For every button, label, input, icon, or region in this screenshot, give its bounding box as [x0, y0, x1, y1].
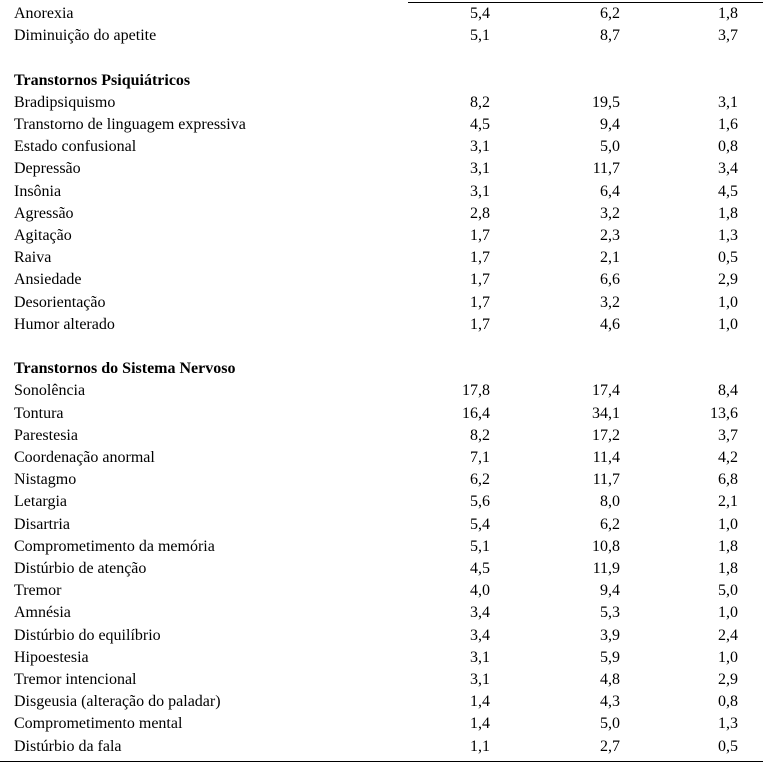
value-col-3: 1,0 — [718, 604, 738, 622]
row-label: Hipoestesia — [14, 648, 89, 666]
value-col-2: 2,3 — [600, 227, 620, 244]
value-col-2: 17,2 — [592, 426, 620, 444]
value-col-3: 1,8 — [718, 560, 738, 577]
value-col-1: 1,7 — [470, 315, 490, 333]
value-col-3: 0,5 — [718, 249, 738, 267]
table-row — [0, 514, 763, 536]
value-col-3: 0,5 — [718, 737, 738, 755]
value-col-3: 4,5 — [718, 182, 738, 200]
value-col-1: 3,4 — [470, 626, 490, 644]
value-col-2: 5,0 — [600, 138, 620, 156]
table-row — [0, 314, 763, 336]
table-row — [0, 225, 763, 247]
value-col-2: 5,3 — [600, 604, 620, 622]
value-col-2: 17,4 — [592, 382, 620, 400]
value-col-3: 1,6 — [718, 116, 738, 133]
value-col-2: 11,4 — [592, 449, 620, 466]
section-title: Transtornos do Sistema Nervoso — [14, 360, 236, 378]
value-col-2: 6,2 — [600, 5, 620, 22]
value-col-1: 5,4 — [470, 5, 490, 22]
value-col-1: 1,7 — [470, 293, 490, 311]
value-col-3: 1,3 — [718, 715, 738, 733]
value-col-3: 0,8 — [718, 693, 738, 711]
value-col-2: 9,4 — [600, 116, 620, 133]
value-col-1: 3,4 — [470, 604, 490, 622]
value-col-2: 2,7 — [600, 737, 620, 755]
value-col-1: 4,0 — [470, 582, 490, 600]
row-label: Estado confusional — [14, 138, 137, 156]
value-col-2: 6,2 — [600, 515, 620, 533]
value-col-1: 3,1 — [470, 160, 490, 178]
row-label: Transtorno de linguagem expressiva — [14, 116, 246, 133]
value-col-2: 6,6 — [600, 271, 620, 289]
value-col-2: 9,4 — [600, 582, 620, 600]
table-row — [0, 114, 763, 136]
row-label: Distúrbio da fala — [14, 737, 122, 755]
section-header-row — [0, 70, 763, 92]
row-label: Nistagmo — [14, 471, 77, 489]
value-col-3: 8,4 — [718, 382, 738, 400]
section-title: Transtornos Psiquiátricos — [14, 71, 191, 89]
table-row — [0, 580, 763, 602]
table-row — [0, 158, 763, 180]
table-row — [0, 602, 763, 624]
value-col-1: 1,7 — [470, 227, 490, 244]
table-row — [0, 447, 763, 469]
value-col-3: 13,6 — [710, 404, 738, 422]
row-label: Anorexia — [14, 5, 74, 22]
row-label: Amnésia — [14, 604, 71, 622]
value-col-1: 6,2 — [470, 471, 490, 489]
row-label: Distúrbio de atenção — [14, 560, 147, 577]
value-col-1: 3,1 — [470, 138, 490, 156]
table-row — [0, 403, 763, 425]
row-label: Sonolência — [14, 382, 86, 400]
table-row — [0, 736, 763, 758]
value-col-1: 5,6 — [470, 493, 490, 511]
value-col-2: 19,5 — [592, 93, 620, 111]
value-col-1: 1,1 — [470, 737, 490, 755]
value-col-2: 10,8 — [592, 537, 620, 555]
value-col-1: 3,1 — [470, 648, 490, 666]
row-label: Coordenação anormal — [14, 449, 155, 466]
table-row — [0, 558, 763, 580]
value-col-3: 1,8 — [718, 204, 738, 222]
table-row — [0, 469, 763, 491]
table-row — [0, 491, 763, 513]
value-col-3: 2,1 — [718, 493, 738, 511]
value-col-2: 11,7 — [592, 471, 620, 489]
value-col-2: 5,0 — [600, 715, 620, 733]
value-col-1: 1,4 — [470, 693, 490, 711]
value-col-2: 5,9 — [600, 648, 620, 666]
value-col-3: 1,0 — [718, 515, 738, 533]
value-col-2: 4,6 — [600, 315, 620, 333]
value-col-3: 3,4 — [718, 160, 738, 178]
value-col-1: 16,4 — [462, 404, 490, 422]
value-col-3: 4,2 — [718, 449, 738, 466]
row-label: Tontura — [14, 404, 64, 422]
table-row — [0, 92, 763, 114]
row-label: Comprometimento da memória — [14, 537, 215, 555]
value-col-1: 1,7 — [470, 249, 490, 267]
value-col-3: 1,8 — [718, 5, 738, 22]
table-row — [0, 625, 763, 647]
row-label: Agressão — [14, 204, 74, 222]
row-label: Comprometimento mental — [14, 715, 183, 733]
row-label: Ansiedade — [14, 271, 82, 289]
value-col-2: 11,9 — [592, 560, 620, 577]
value-col-2: 3,9 — [600, 626, 620, 644]
value-col-3: 3,7 — [718, 27, 738, 45]
row-label: Humor alterado — [14, 315, 115, 333]
value-col-3: 2,9 — [718, 271, 738, 289]
value-col-1: 7,1 — [470, 449, 490, 466]
table-row — [0, 425, 763, 447]
value-col-2: 4,3 — [600, 693, 620, 711]
value-col-1: 5,4 — [470, 515, 490, 533]
row-label: Agitação — [14, 227, 72, 244]
table-row — [0, 292, 763, 314]
value-col-3: 1,0 — [718, 648, 738, 666]
value-col-1: 1,7 — [470, 271, 490, 289]
value-col-1: 4,5 — [470, 116, 490, 133]
value-col-1: 1,4 — [470, 715, 490, 733]
value-col-1: 3,1 — [470, 182, 490, 200]
table-row — [0, 691, 763, 713]
row-label: Parestesia — [14, 426, 78, 444]
value-col-3: 1,8 — [718, 537, 738, 555]
table-row — [0, 136, 763, 158]
table-row — [0, 25, 763, 47]
value-col-3: 0,8 — [718, 138, 738, 156]
value-col-1: 8,2 — [470, 93, 490, 111]
value-col-3: 6,8 — [718, 471, 738, 489]
row-label: Insônia — [14, 182, 62, 200]
value-col-3: 1,3 — [718, 227, 738, 244]
value-col-3: 5,0 — [718, 582, 738, 600]
value-col-1: 3,1 — [470, 671, 490, 688]
table-row — [0, 536, 763, 558]
value-col-1: 5,1 — [470, 537, 490, 555]
value-col-3: 1,0 — [718, 315, 738, 333]
table-row — [0, 269, 763, 291]
table-row — [0, 647, 763, 669]
section-header-row — [0, 358, 763, 380]
row-label: Raiva — [14, 249, 52, 267]
table-row — [0, 380, 763, 402]
value-col-2: 8,7 — [600, 27, 620, 45]
value-col-1: 4,5 — [470, 560, 490, 577]
row-label: Tremor — [14, 582, 62, 600]
value-col-2: 34,1 — [592, 404, 620, 422]
table-row — [0, 181, 763, 203]
value-col-3: 3,7 — [718, 426, 738, 444]
row-label: Diminuição do apetite — [14, 27, 157, 45]
value-col-3: 1,0 — [718, 293, 738, 311]
value-col-2: 4,8 — [600, 671, 620, 688]
value-col-2: 3,2 — [600, 204, 620, 222]
value-col-2: 8,0 — [600, 493, 620, 511]
table-row — [0, 203, 763, 225]
row-label: Bradipsiquismo — [14, 93, 116, 111]
row-label: Desorientação — [14, 293, 106, 311]
value-col-2: 11,7 — [592, 160, 620, 178]
row-label: Tremor intencional — [14, 671, 137, 688]
table-row — [0, 713, 763, 735]
value-col-2: 3,2 — [600, 293, 620, 311]
value-col-2: 6,4 — [600, 182, 620, 200]
value-col-1: 17,8 — [462, 382, 490, 400]
value-col-3: 2,4 — [718, 626, 738, 644]
row-label: Letargia — [14, 493, 68, 511]
value-col-3: 3,1 — [718, 93, 738, 111]
value-col-1: 2,8 — [470, 204, 490, 222]
value-col-3: 2,9 — [718, 671, 738, 688]
value-col-1: 5,1 — [470, 27, 490, 45]
row-label: Depressão — [14, 160, 81, 178]
row-label: Distúrbio do equilíbrio — [14, 626, 161, 644]
table-row — [0, 3, 763, 25]
value-col-2: 2,1 — [600, 249, 620, 267]
table-row — [0, 669, 763, 691]
row-label: Disgeusia (alteração do paladar) — [14, 693, 221, 711]
table-row — [0, 247, 763, 269]
row-label: Disartria — [14, 515, 70, 533]
table-bottom-rule — [0, 761, 763, 762]
value-col-1: 8,2 — [470, 426, 490, 444]
